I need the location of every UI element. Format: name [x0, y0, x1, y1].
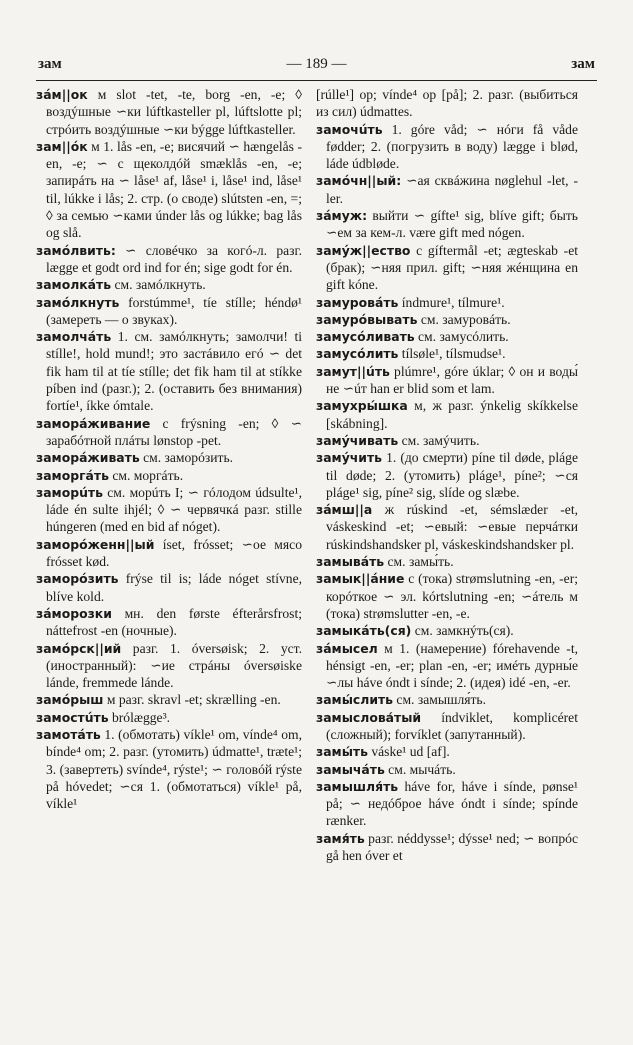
dictionary-entry: [316, 570, 578, 622]
entry-definition: brólægge³.: [108, 709, 171, 725]
entry-definition: разг. 1. óversøisk; 2. уст. (иностранный): ∽ие стрáны óversøiske lánde, fremmede lánde.: [46, 640, 302, 691]
entry-definition: ж rúskind -et, sémslæder -et, váskeskind -et; ∽евый: ∽евые перчáтки rúskindshandsker pl, váskeskindshandsker pl.: [326, 502, 578, 552]
dictionary-entry: [36, 484, 302, 536]
entry-definition: ∽ словéчко за когó-л. разг. lægge et godt ord ind for én; sige godt for én.: [46, 242, 302, 275]
dictionary-entry: [316, 743, 578, 760]
dictionary-entry: [316, 622, 578, 639]
dictionary-entry: [36, 276, 302, 293]
entry-headword: замы́ть: [316, 744, 368, 760]
entry-headword: замóрск||ий: [36, 640, 122, 656]
entry-definition: мн. den første éfterårsfrost; náttefrost -en (ночные).: [46, 605, 302, 639]
entry-headword: замолчáть: [36, 329, 112, 345]
entry-definition: см. замкнýть(ся).: [411, 623, 514, 639]
right-guide-word: зам: [571, 56, 595, 72]
entry-headword: заморúть: [36, 484, 103, 500]
entry-definition: 1. см. замóлкнуть; замолчи! ti stílle!, hold mund!; это застáвило егó ∽ det fik ham til at tíe stílle; det fik ham til at stíkke píben ind (разг.); 2. (оставить без внимания) fortíe¹, íkke ómtale.: [46, 329, 302, 414]
entry-headword: заморáживать: [36, 450, 140, 466]
entry-definition: váske¹ ud [af].: [367, 744, 450, 760]
dictionary-entry: [316, 761, 578, 778]
entry-headword: зáмш||а: [316, 502, 373, 518]
dictionary-entry: [316, 397, 578, 432]
entry-definition: м разг. skravl -et; skrælling -en.: [103, 692, 281, 708]
entry-headword: замы́слить: [316, 692, 394, 708]
entry-headword: заморóзить: [36, 571, 119, 587]
entry-headword: замухры́шка: [316, 398, 408, 414]
left-column: [36, 86, 302, 1006]
entry-headword: зáморозки: [36, 605, 112, 621]
dictionary-entry: [36, 242, 302, 277]
entry-headword: замышля́ть: [316, 778, 399, 794]
right-column: [316, 86, 578, 1006]
entry-definition: см. замýчить.: [398, 432, 480, 448]
entry-definition: м 1. lås -en, -e; висячий ∽ hængelås -en, -e; ∽ с щеколдóй smæklås -en, -e; запирáть на ∽ låse¹ af, låse¹ i, låse¹ ind, låse¹ til, lúkke i lås; 2. стр. (о своде) slútsten -en, =; ◊ за семью ∽ками únder lås og lúkke; bag lås og slå.: [46, 138, 302, 241]
entry-definition: м 1. (намерение) fórehavende -t, hénsigt -en, -er; plan -en, -er; имéть дурны́е ∽лы háve óndt i sínde; 2. (идея) idé -en, -er.: [326, 640, 578, 691]
dictionary-entry: [316, 778, 578, 830]
entry-definition: plúmre¹, góre úklar; ◊ он и воды́ не ∽úт han er blid som et lam.: [326, 363, 578, 397]
dictionary-entry: [316, 345, 578, 362]
entry-headword: замуровáть: [316, 294, 399, 310]
entry-definition: м slot -tet, -te, borg -en, -e; ◊ воздýшные ∽ки lúftkasteller pl, lúftslotte pl; стрóить воздýшные ∽ки býgge lúftkasteller.: [46, 87, 302, 137]
dictionary-entry: [316, 640, 578, 692]
entry-definition: см. моргáть.: [108, 467, 184, 483]
entry-headword: заморáживание: [36, 415, 151, 431]
entry-definition: разг. néddysse¹; dýsse¹ ned; ∽ вопрóс gå hen óver et: [326, 830, 578, 864]
dictionary-entry: [36, 294, 302, 329]
entry-definition: forstúmme¹, tíe stílle; héndø¹ (замереть — о звуках).: [46, 294, 302, 327]
dictionary-entry: [36, 415, 302, 450]
dictionary-entry: [316, 207, 578, 242]
entry-headword: замолкáть: [36, 277, 112, 293]
entry-definition: см. морúть I; ∽ гóлодом údsulte¹, láde én sulte ihjél; ◊ ∽ червячкá разг. stille húngeren (med en bid af nóget).: [46, 484, 302, 535]
entry-definition: ∽ая сквáжина nøglehul -let, -ler.: [326, 173, 578, 206]
dictionary-entry: [316, 242, 578, 294]
entry-definition: м, ж разг. ýnkelig skíkkelse [skábning].: [326, 398, 578, 431]
entry-headword: заморгáть: [36, 467, 109, 483]
entry-definition: tílsøle¹, tílsmudse¹.: [398, 346, 506, 362]
entry-definition: 1. góre våd; ∽ нóги få våde fødder; 2. (погрузить в воду) lægge i blød, láde údbløde.: [326, 121, 578, 172]
entry-definition: frýse til is; láde nóget stívne, blíve kold.: [46, 571, 302, 604]
dictionary-entry: [316, 830, 578, 865]
dictionary-entry: [36, 536, 302, 571]
dictionary-entry: [36, 605, 302, 640]
dictionary-entry: [36, 726, 302, 812]
entry-definition: índviklet, komplicéret (сложный); forvíklet (запутанный).: [326, 709, 578, 742]
dictionary-entry: [316, 172, 578, 207]
entry-headword: замостúть: [36, 709, 109, 725]
left-guide-word: зам: [38, 56, 62, 72]
entry-headword: замóлвить:: [36, 242, 116, 258]
dictionary-entry: [316, 691, 578, 708]
entry-headword: замýж||ество: [316, 242, 411, 258]
entry-headword: замочúть: [316, 121, 383, 137]
entry-headword: замыслова́тый: [316, 709, 422, 725]
entry-definition: háve for, háve i sínde, pønse¹ på; ∽ недóброе háve óndt i sínde; spínde rænker.: [326, 778, 578, 829]
entry-definition: см. заморóзить.: [139, 450, 234, 466]
entry-definition: см. замóлкнуть.: [111, 277, 206, 293]
dictionary-entry: [316, 86, 578, 121]
entry-headword: замурóвывать: [316, 311, 418, 327]
entry-definition: с frýsning -en; ◊ ∽ зарабóтной плáты lønstop -pet.: [46, 415, 302, 448]
entry-definition: с gíftermål -et; ægteskab -et (брак); ∽няя прил. gift; ∽няя жéнщина en gift kóne.: [326, 242, 578, 293]
entry-definition: см. замышля́ть.: [393, 692, 487, 708]
dictionary-entry: [316, 294, 578, 311]
dictionary-entry: [316, 501, 578, 553]
entry-definition: см. замусóлить.: [414, 329, 509, 345]
dictionary-entry: [36, 570, 302, 605]
entry-headword: заморóженн||ый: [36, 536, 155, 552]
dictionary-entry: [36, 328, 302, 414]
entry-definition: 1. (до смерти) píne til døde, pláge til døde; 2. (утомить) pláge¹, píne²; ∽ся pláge¹ sig, píne² sig, slíde og slæbe.: [326, 450, 578, 500]
entry-headword: замывáть: [316, 554, 385, 570]
dictionary-entry: [316, 363, 578, 398]
dictionary-entry: [316, 449, 578, 501]
dictionary-entry: [316, 709, 578, 744]
entry-headword: зам||óк: [36, 138, 88, 154]
dictionary-entry: [36, 709, 302, 726]
entry-headword: замóлкнуть: [36, 294, 120, 310]
dictionary-entry: [316, 432, 578, 449]
dictionary-entry: [36, 467, 302, 484]
entry-headword: замычáть: [316, 761, 385, 777]
entry-definition: с (тока) strømslutning -en, -er; корóткое ∽ эл. kórtslutning -en; ∽áтель м (тока) strømslutter -en, -e.: [326, 571, 578, 621]
entry-definition: см. замы́ть.: [384, 554, 454, 570]
entry-headword: замусóлить: [316, 346, 399, 362]
page-header: [36, 54, 597, 81]
entry-headword: замут||úть: [316, 363, 390, 379]
entry-headword: замык||áние: [316, 571, 405, 587]
dictionary-entry: [36, 449, 302, 466]
entry-definition: íset, frósset; ∽ое мясо frósset kød.: [46, 536, 302, 570]
entry-definition: выйти ∽ gífte¹ sig, blíve gift; быть ∽ем за кем-л. være gift med nógen.: [326, 208, 578, 241]
entry-headword: замыкáть(ся): [316, 623, 412, 639]
dictionary-entry: [316, 311, 578, 328]
entry-headword: замя́ть: [316, 830, 365, 846]
entry-headword: зáмысел: [316, 640, 378, 656]
entry-headword: замóрыш: [36, 692, 104, 708]
entry-headword: зáм||ок: [36, 87, 88, 102]
dictionary-entry: [316, 121, 578, 173]
entry-definition: 1. (обмотать) víkle¹ om, vínde⁴ om, bínde⁴ om; 2. разг. (утомить) údmatte¹, træte¹; 3. (завертеть) svínde⁴, rýste¹; ∽ головóй rýste på hóvedet; ∽ся 1. (обмотаться) víkle¹ på, víkle¹: [46, 726, 302, 812]
entry-definition: см. мычáть.: [384, 761, 456, 777]
dictionary-entry: [316, 553, 578, 570]
entry-headword: замотáть: [36, 726, 101, 742]
entry-definition: [rúlle¹] op; vínde⁴ op [på]; 2. разг. (выбиться из сил) údmattes.: [316, 87, 578, 120]
entry-headword: замýчить: [316, 450, 382, 466]
dictionary-entry: [36, 138, 302, 242]
entry-definition: índmure¹, tílmure¹.: [398, 294, 505, 310]
dictionary-entry: [36, 86, 302, 138]
dictionary-entry: [36, 640, 302, 692]
entry-definition: см. замуровáть.: [417, 311, 511, 327]
entry-headword: замóчн||ый:: [316, 173, 402, 189]
page-number: — 189 —: [286, 56, 347, 72]
dictionary-entry: [36, 691, 302, 708]
entry-headword: зáмуж:: [316, 208, 368, 224]
entry-headword: замусóливать: [316, 329, 415, 345]
dictionary-entry: [316, 328, 578, 345]
entry-headword: замýчивать: [316, 432, 399, 448]
